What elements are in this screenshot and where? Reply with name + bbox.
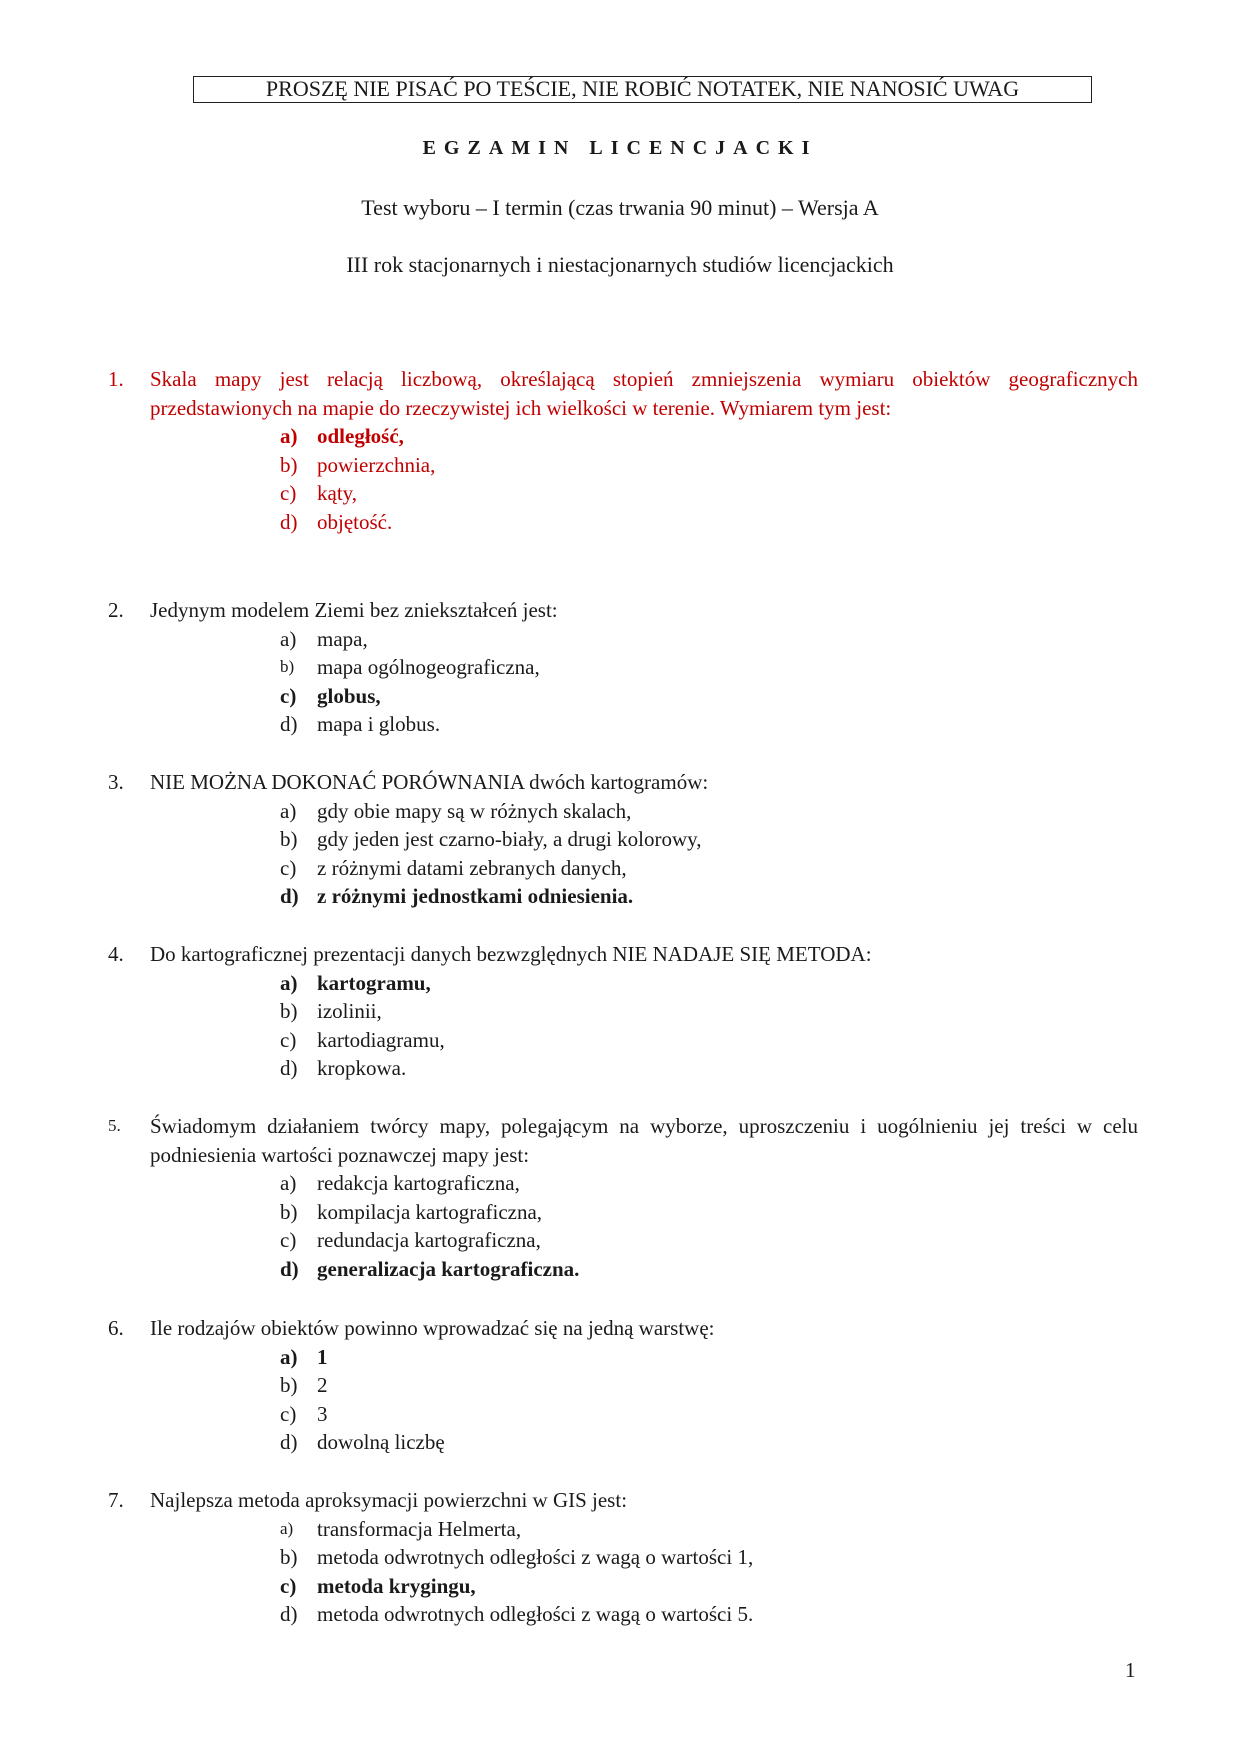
answer-text: gdy jeden jest czarno-biały, a drugi kolorowy, — [317, 827, 702, 852]
question-text: Do kartograficznej prezentacji danych bezwzględnych NIE NADAJE SIĘ METODA: — [150, 942, 872, 966]
answer-text: kąty, — [317, 481, 358, 506]
exam-notice-box: PROSZĘ NIE PISAĆ PO TEŚCIE, NIE ROBIĆ NOTATEK, NIE NANOSIĆ UWAG — [193, 76, 1092, 103]
answer-option — [108, 1343, 1138, 1372]
question-number: 1. — [108, 367, 124, 391]
answer-option — [108, 1543, 1138, 1572]
answer-text: metoda krygingu, — [317, 1573, 476, 1598]
answer-text: kropkowa. — [317, 1056, 407, 1081]
page-number: 1 — [1125, 1658, 1136, 1682]
answer-option — [108, 1572, 1138, 1601]
exam-subtitle-test-info: Test wyboru – I termin (czas trwania 90 minut) – Wersja A — [361, 195, 879, 220]
answer-option — [108, 1400, 1138, 1429]
question-3 — [108, 768, 1138, 911]
answer-letter: b) — [280, 1545, 298, 1570]
answer-text: gdy obie mapy są w różnych skalach, — [317, 798, 632, 823]
answer-letter: b) — [280, 1373, 298, 1398]
answer-text: z różnymi datami zebranych danych, — [317, 855, 627, 880]
answer-text: objętość. — [317, 509, 393, 534]
answer-option — [108, 1371, 1138, 1400]
question-number: 3. — [108, 770, 124, 794]
answer-option — [108, 1600, 1138, 1629]
answer-text: mapa, — [317, 626, 368, 651]
answer-letter: c) — [280, 481, 297, 506]
answer-text: metoda odwrotnych odległości z wagą o wartości 5. — [317, 1602, 754, 1627]
answer-option — [108, 1255, 1138, 1284]
answer-option — [108, 797, 1138, 826]
answer-letter: d) — [280, 712, 298, 737]
answer-text: mapa ogólnogeograficzna, — [317, 655, 540, 680]
question-1 — [108, 365, 1138, 537]
answer-option — [108, 625, 1138, 654]
answer-letter: d) — [280, 1430, 298, 1455]
answer-text: odległość, — [317, 424, 404, 449]
answer-text: transformacja Helmerta, — [317, 1516, 522, 1541]
question-2 — [108, 596, 1138, 739]
answer-text: izolinii, — [317, 999, 382, 1024]
answer-text: z różnymi jednostkami odniesienia. — [317, 884, 634, 909]
answer-letter: a) — [280, 798, 297, 823]
answer-option — [108, 1515, 1138, 1544]
answer-option — [108, 422, 1138, 451]
answer-letter: c) — [280, 855, 297, 880]
answer-option — [108, 997, 1138, 1026]
answer-letter: b) — [280, 1199, 298, 1224]
question-4 — [108, 940, 1138, 1083]
question-text: Ile rodzajów obiektów powinno wprowadzać się na jedną warstwę: — [150, 1316, 715, 1340]
answer-text: redakcja kartograficzna, — [317, 1171, 520, 1196]
question-6 — [108, 1314, 1138, 1457]
answer-option — [108, 508, 1138, 537]
answer-letter: c) — [280, 683, 297, 708]
question-text: Najlepsza metoda aproksymacji powierzchni w GIS jest: — [150, 1488, 628, 1512]
answer-option — [108, 1226, 1138, 1255]
answer-option — [108, 1054, 1138, 1083]
answer-text: 2 — [317, 1373, 328, 1398]
answer-option — [108, 451, 1138, 480]
answer-letter: c) — [280, 1027, 297, 1052]
answer-option — [108, 1198, 1138, 1227]
answer-option — [108, 479, 1138, 508]
answer-text: 1 — [317, 1344, 328, 1369]
answer-text: metoda odwrotnych odległości z wagą o wartości 1, — [317, 1545, 754, 1570]
answer-letter: a) — [280, 970, 298, 995]
answer-option — [108, 1428, 1138, 1457]
answer-letter: d) — [280, 1256, 299, 1281]
answer-option — [108, 882, 1138, 911]
answer-option — [108, 969, 1138, 998]
answer-text: dowolną liczbę — [317, 1430, 445, 1455]
question-number: 7. — [108, 1488, 124, 1512]
answer-letter: a) — [280, 424, 298, 449]
question-text: Jedynym modelem Ziemi bez zniekształceń jest: — [150, 598, 558, 622]
question-number: 5. — [108, 1116, 121, 1135]
answer-option — [108, 825, 1138, 854]
question-5 — [108, 1112, 1138, 1284]
answer-option — [108, 710, 1138, 739]
answer-text: kompilacja kartograficzna, — [317, 1199, 543, 1224]
answer-letter: a) — [280, 1171, 297, 1196]
question-7 — [108, 1486, 1138, 1629]
answer-text: kartodiagramu, — [317, 1027, 445, 1052]
question-number: 6. — [108, 1316, 124, 1340]
answer-letter: c) — [280, 1228, 297, 1253]
answer-letter: b) — [280, 452, 298, 477]
answer-option — [108, 653, 1138, 682]
answer-letter: d) — [280, 1602, 298, 1627]
answer-letter: b) — [280, 999, 298, 1024]
question-number: 4. — [108, 942, 124, 966]
answer-letter: b) — [280, 657, 295, 677]
question-text: NIE MOŻNA DOKONAĆ PORÓWNANIA dwóch kartogramów: — [150, 770, 709, 794]
answer-letter: a) — [280, 1344, 298, 1369]
question-text: Świadomym działaniem twórcy mapy, polegającym na wyborze, uproszczeniu i uogólnieniu jej treści w celu podniesienia wartości poznawczej mapy jest: — [150, 1114, 1138, 1167]
answer-text: generalizacja kartograficzna. — [317, 1256, 580, 1281]
answer-letter: c) — [280, 1573, 297, 1598]
answer-option — [108, 1169, 1138, 1198]
question-text: Skala mapy jest relacją liczbową, określającą stopień zmniejszenia wymiaru obiektów geograficznych przedstawionych na mapie do rzeczywistej ich wielkości w terenie. Wymiarem tym jest: — [150, 367, 1138, 420]
question-number: 2. — [108, 598, 124, 622]
answer-letter: a) — [280, 626, 297, 651]
answer-letter: c) — [280, 1401, 297, 1426]
answer-text: globus, — [317, 683, 381, 708]
answer-text: redundacja kartograficzna, — [317, 1228, 541, 1253]
answer-option — [108, 682, 1138, 711]
answer-letter: d) — [280, 509, 298, 534]
answer-letter: d) — [280, 884, 299, 909]
answer-option — [108, 1026, 1138, 1055]
exam-subtitle-year: III rok stacjonarnych i niestacjonarnych studiów licencjackich — [346, 252, 894, 277]
answer-text: 3 — [317, 1401, 328, 1426]
exam-title: EGZAMIN LICENCJACKI — [422, 137, 818, 159]
answer-option — [108, 854, 1138, 883]
answer-text: mapa i globus. — [317, 712, 441, 737]
answer-letter: b) — [280, 827, 298, 852]
answer-text: kartogramu, — [317, 970, 431, 995]
answer-letter: d) — [280, 1056, 298, 1081]
answer-text: powierzchnia, — [317, 452, 436, 477]
answer-letter: a) — [280, 1518, 294, 1538]
